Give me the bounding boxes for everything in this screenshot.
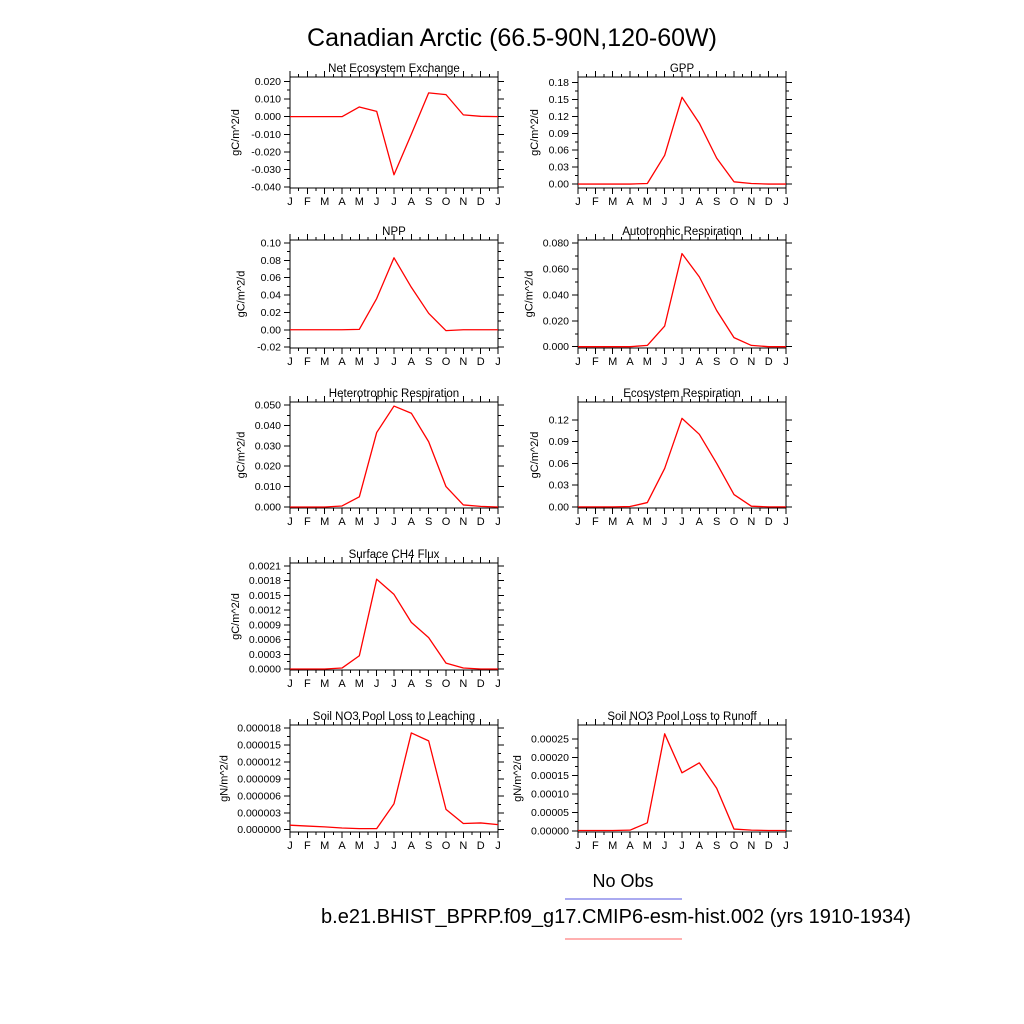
x-tick-label: A [338, 356, 346, 368]
x-tick-label: N [459, 678, 468, 690]
x-tick-label: M [354, 516, 364, 528]
x-tick-label: J [373, 356, 380, 368]
x-tick-label: D [476, 840, 485, 852]
x-tick-label: M [320, 678, 330, 690]
x-tick-label: A [338, 516, 346, 528]
x-tick-label: J [783, 516, 789, 528]
panel-title: Autotrophic Respiration [622, 226, 742, 238]
x-tick-label: A [626, 356, 634, 368]
x-tick-label: J [679, 356, 685, 368]
y-tick-label: 0.0009 [248, 619, 281, 632]
x-tick-label: S [712, 196, 721, 208]
x-tick-label: F [303, 840, 311, 852]
panel-title: Ecosystem Respiration [623, 388, 741, 400]
y-tick-label: 0.040 [542, 289, 569, 302]
y-tick-label: 0.04 [260, 289, 281, 302]
data-line [290, 733, 498, 829]
data-line [290, 258, 498, 331]
x-tick-label: J [495, 516, 501, 528]
x-tick-label: J [287, 516, 293, 528]
panel-heterotrophic-respiration [205, 386, 515, 538]
x-tick-label: A [407, 516, 416, 528]
x-tick-label: N [459, 196, 468, 208]
x-tick-label: M [320, 840, 330, 852]
x-tick-label: A [338, 196, 346, 208]
y-tick-label: 0.010 [254, 481, 281, 494]
x-tick-label: S [712, 356, 721, 368]
y-tick-label: 0.09 [548, 436, 569, 449]
y-tick-label: 0.000 [254, 501, 281, 514]
y-tick-label: 0.0003 [248, 648, 281, 661]
x-tick-label: A [695, 516, 704, 528]
x-tick-label: O [729, 356, 739, 368]
plot-frame [578, 725, 786, 832]
x-tick-label: J [575, 840, 581, 852]
y-axis-label: gN/m^2/d [512, 755, 525, 802]
y-tick-label: 0.00000 [531, 825, 569, 838]
y-tick-label: 0.02 [260, 306, 281, 319]
data-line [290, 406, 498, 507]
x-tick-label: J [391, 840, 397, 852]
panel-surface-ch4-flux [205, 547, 515, 699]
x-tick-label: F [591, 196, 599, 208]
panel-soil-no3-pool-loss-to-leaching [205, 709, 515, 861]
y-tick-label: 0.000000 [237, 824, 281, 837]
x-tick-label: S [424, 196, 433, 208]
x-tick-label: D [476, 356, 485, 368]
panel-soil-no3-pool-loss-to-runoff [493, 709, 803, 861]
x-tick-label: F [591, 840, 599, 852]
x-tick-label: N [747, 516, 756, 528]
y-tick-label: -0.020 [251, 146, 281, 159]
x-tick-label: J [287, 678, 293, 690]
x-tick-label: M [354, 840, 364, 852]
x-tick-label: A [338, 840, 346, 852]
x-tick-label: J [783, 840, 789, 852]
panel-title: Heterotrophic Respiration [328, 388, 460, 400]
y-tick-label: -0.040 [251, 181, 281, 194]
y-tick-label: 0.0006 [248, 634, 281, 647]
x-tick-label: J [373, 678, 380, 690]
y-tick-label: 0.00020 [531, 751, 569, 764]
x-tick-label: M [320, 516, 330, 528]
x-tick-label: N [459, 516, 468, 528]
x-tick-label: J [679, 196, 685, 208]
panel-npp [205, 224, 515, 376]
legend-case-line-swatch [565, 938, 682, 940]
figure-title: Canadian Arctic (66.5-90N,120-60W) [307, 24, 717, 52]
x-tick-label: N [459, 840, 468, 852]
panel-gpp [493, 61, 803, 213]
x-tick-label: A [626, 840, 634, 852]
x-tick-label: D [764, 196, 773, 208]
data-line [578, 418, 786, 507]
x-tick-label: S [712, 516, 721, 528]
x-tick-label: D [476, 678, 485, 690]
x-tick-label: A [338, 678, 346, 690]
x-tick-label: M [608, 516, 618, 528]
plot-frame [578, 77, 786, 188]
y-tick-label: 0.00 [260, 324, 281, 337]
x-tick-label: J [373, 196, 380, 208]
y-tick-label: 0.000003 [237, 807, 281, 820]
y-tick-label: -0.02 [257, 341, 281, 354]
y-tick-label: 0.06 [260, 272, 281, 285]
plot-frame [290, 563, 498, 670]
legend-case-label: b.e21.BHIST_BPRP.f09_g17.CMIP6-esm-hist.002 (yrs 1910-1934) [321, 906, 911, 928]
y-tick-label: 0.03 [548, 479, 569, 492]
x-tick-label: J [661, 516, 668, 528]
plot-frame [290, 240, 498, 348]
x-tick-label: J [495, 356, 501, 368]
y-tick-label: 0.18 [548, 77, 569, 90]
x-tick-label: O [729, 196, 739, 208]
plot-frame [290, 402, 498, 508]
x-tick-label: J [495, 196, 501, 208]
x-tick-label: J [373, 840, 380, 852]
y-tick-label: 0.0021 [248, 560, 281, 573]
y-tick-label: 0.040 [254, 419, 281, 432]
x-tick-label: J [661, 196, 668, 208]
panel-title: Soil NO3 Pool Loss to Leaching [312, 711, 476, 723]
x-tick-label: J [391, 516, 397, 528]
x-tick-label: F [303, 678, 311, 690]
x-tick-label: M [354, 356, 364, 368]
x-tick-label: S [424, 356, 433, 368]
x-tick-label: O [441, 516, 451, 528]
plot-frame [290, 77, 498, 188]
y-tick-label: 0.10 [260, 237, 281, 250]
y-tick-label: 0.00025 [531, 733, 569, 746]
y-tick-label: 0.00015 [531, 770, 569, 783]
x-tick-label: F [303, 516, 311, 528]
y-tick-label: 0.030 [254, 440, 281, 453]
y-tick-label: 0.000 [542, 341, 569, 354]
y-tick-label: 0.09 [548, 127, 569, 140]
y-tick-label: -0.010 [251, 128, 281, 141]
x-tick-label: J [391, 356, 397, 368]
x-tick-label: O [729, 840, 739, 852]
x-tick-label: J [661, 356, 668, 368]
x-tick-label: M [608, 196, 618, 208]
x-tick-label: N [747, 840, 756, 852]
plot-frame [290, 725, 498, 832]
y-axis-label: gC/m^2/d [529, 431, 542, 479]
x-tick-label: S [712, 840, 721, 852]
panel-title: GPP [669, 63, 695, 75]
legend-obs-line-swatch [565, 898, 682, 900]
x-tick-label: M [354, 196, 364, 208]
x-tick-label: S [424, 516, 433, 528]
x-tick-label: J [287, 356, 293, 368]
x-tick-label: M [354, 678, 364, 690]
y-tick-label: 0.000 [254, 111, 281, 124]
x-tick-label: D [764, 356, 773, 368]
x-tick-label: J [391, 678, 397, 690]
y-tick-label: 0.12 [548, 110, 569, 123]
y-axis-label: gN/m^2/d [218, 755, 231, 802]
x-tick-label: O [441, 356, 451, 368]
x-tick-label: A [407, 356, 416, 368]
y-axis-label: gC/m^2/d [235, 270, 248, 318]
x-tick-label: J [373, 516, 380, 528]
data-line [578, 254, 786, 347]
panel-title: NPP [382, 226, 406, 238]
y-tick-label: 0.08 [260, 254, 281, 267]
x-tick-label: A [695, 196, 704, 208]
x-tick-label: A [407, 678, 416, 690]
y-tick-label: 0.0018 [248, 575, 281, 588]
x-tick-label: J [679, 516, 685, 528]
y-tick-label: 0.00010 [531, 788, 569, 801]
x-tick-label: O [441, 196, 451, 208]
x-tick-label: J [287, 840, 293, 852]
x-tick-label: N [747, 356, 756, 368]
x-tick-label: A [407, 840, 416, 852]
panel-net-ecosystem-exchange [205, 61, 515, 213]
data-line [290, 93, 498, 175]
y-tick-label: 0.06 [548, 144, 569, 157]
x-tick-label: J [783, 196, 789, 208]
x-tick-label: O [441, 678, 451, 690]
data-line [290, 579, 498, 669]
x-tick-label: N [747, 196, 756, 208]
x-tick-label: O [441, 840, 451, 852]
y-tick-label: 0.00 [548, 501, 569, 514]
y-tick-label: 0.0000 [248, 663, 281, 676]
x-tick-label: J [783, 356, 789, 368]
x-tick-label: S [424, 840, 433, 852]
x-tick-label: O [729, 516, 739, 528]
y-tick-label: 0.00005 [531, 807, 569, 820]
x-tick-label: F [591, 356, 599, 368]
x-tick-label: J [679, 840, 685, 852]
x-tick-label: D [764, 516, 773, 528]
x-tick-label: D [764, 840, 773, 852]
y-tick-label: 0.060 [542, 263, 569, 276]
y-tick-label: 0.000009 [237, 773, 281, 786]
legend-no-obs-label: No Obs [592, 871, 654, 891]
y-tick-label: 0.00 [548, 178, 569, 191]
x-tick-label: J [391, 196, 397, 208]
data-line [578, 97, 786, 184]
y-tick-label: 0.050 [254, 399, 281, 412]
y-axis-label: gC/m^2/d [235, 431, 248, 479]
y-tick-label: 0.020 [254, 460, 281, 473]
panel-ecosystem-respiration [493, 386, 803, 538]
x-tick-label: D [476, 516, 485, 528]
y-tick-label: 0.010 [254, 93, 281, 106]
y-tick-label: 0.06 [548, 457, 569, 470]
y-tick-label: 0.000006 [237, 790, 281, 803]
y-tick-label: 0.020 [542, 315, 569, 328]
x-tick-label: M [642, 356, 652, 368]
x-tick-label: M [608, 356, 618, 368]
x-tick-label: N [459, 356, 468, 368]
y-tick-label: 0.03 [548, 161, 569, 174]
x-tick-label: J [575, 356, 581, 368]
y-tick-label: -0.030 [251, 164, 281, 176]
y-axis-label: gC/m^2/d [523, 270, 536, 318]
x-tick-label: J [575, 196, 581, 208]
y-tick-label: 0.020 [254, 75, 281, 88]
panel-title: Net Ecosystem Exchange [328, 63, 460, 75]
x-tick-label: A [626, 196, 634, 208]
y-tick-label: 0.080 [542, 237, 569, 250]
y-tick-label: 0.0012 [248, 604, 281, 617]
x-tick-label: M [642, 196, 652, 208]
y-axis-label: gC/m^2/d [529, 109, 542, 156]
y-axis-label: gC/m^2/d [229, 593, 242, 640]
x-tick-label: F [591, 516, 599, 528]
x-tick-label: M [608, 840, 618, 852]
panel-title: Surface CH4 Flux [348, 549, 440, 561]
y-tick-label: 0.000015 [237, 739, 281, 752]
data-line [578, 734, 786, 831]
x-tick-label: J [287, 196, 293, 208]
y-tick-label: 0.15 [548, 94, 569, 107]
x-tick-label: J [495, 840, 501, 852]
x-tick-label: M [320, 356, 330, 368]
panel-title: Soil NO3 Pool Loss to Runoff [607, 711, 757, 723]
x-tick-label: F [303, 196, 311, 208]
y-axis-label: gC/m^2/d [229, 109, 242, 156]
y-tick-label: 0.000012 [237, 756, 281, 769]
y-tick-label: 0.000018 [237, 722, 281, 735]
x-tick-label: M [320, 196, 330, 208]
y-tick-label: 0.12 [548, 414, 569, 427]
x-tick-label: F [303, 356, 311, 368]
x-tick-label: D [476, 196, 485, 208]
panel-autotrophic-respiration [493, 224, 803, 376]
x-tick-label: S [424, 678, 433, 690]
x-tick-label: A [626, 516, 634, 528]
x-tick-label: M [642, 516, 652, 528]
x-tick-label: A [407, 196, 416, 208]
x-tick-label: M [642, 840, 652, 852]
x-tick-label: J [661, 840, 668, 852]
x-tick-label: A [695, 356, 704, 368]
x-tick-label: A [695, 840, 704, 852]
y-tick-label: 0.0015 [248, 589, 281, 602]
x-tick-label: J [495, 678, 501, 690]
x-tick-label: J [575, 516, 581, 528]
